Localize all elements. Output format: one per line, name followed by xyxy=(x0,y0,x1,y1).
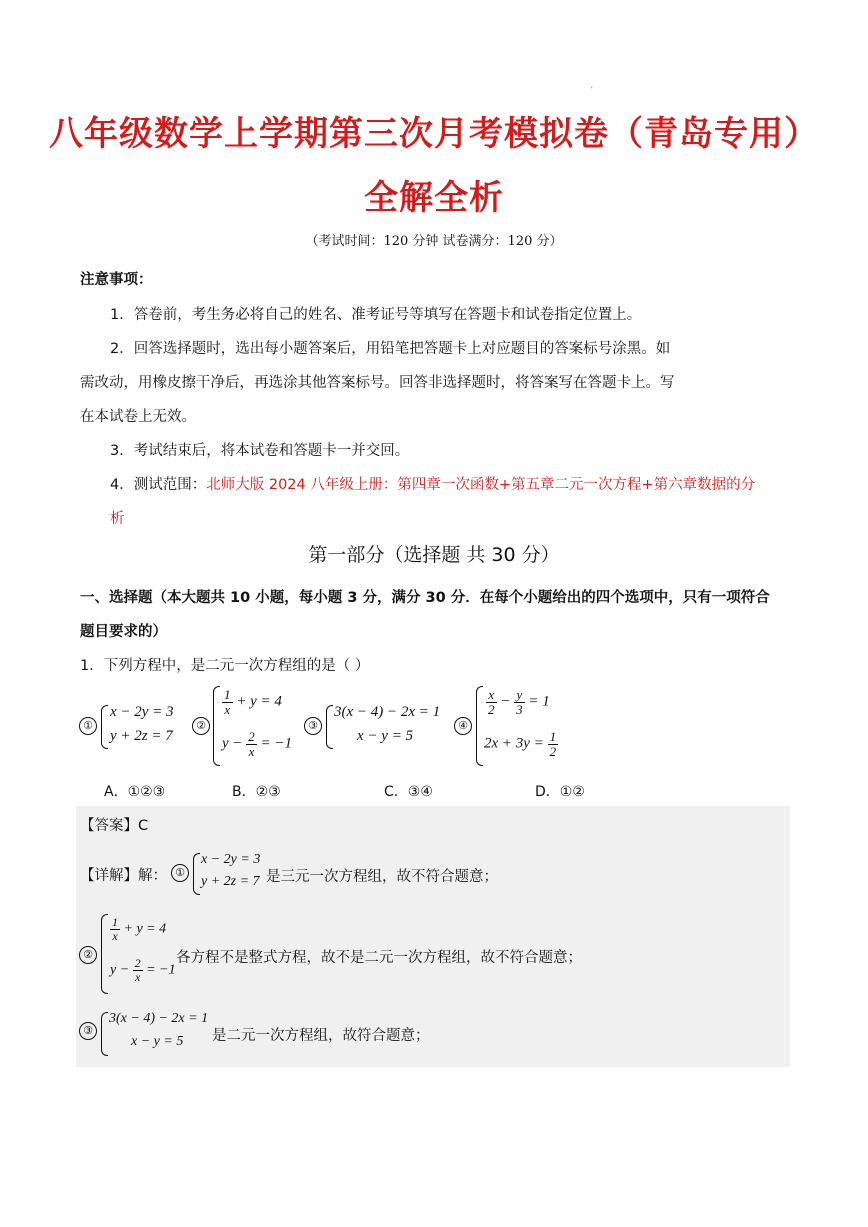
option-a: A．①②③ xyxy=(104,784,166,800)
detail-prefix: 【详解】解： xyxy=(80,868,167,884)
brace-3 xyxy=(326,705,333,749)
test-scope: 北师大版 2024 八年级上册：第四章一次函数+第五章二元一次方程+第六章数据的分 xyxy=(206,477,756,493)
detail-system2-eq2: y − $\frac{2}{x}$ = −1 xyxy=(110,956,176,984)
notes-item-3: 3．考试结束后，将本试卷和答题卡一并交回。 xyxy=(110,443,410,459)
answer-panel xyxy=(76,806,790,1067)
circle-4: ④ xyxy=(454,717,472,735)
option-d: D．①② xyxy=(535,784,585,800)
section-title: 第一部分（选择题 共 30 分） xyxy=(308,544,560,566)
detail-circle-2: ② xyxy=(79,946,97,964)
circle-1: ① xyxy=(79,717,97,735)
detail-circle-1: ① xyxy=(171,864,189,882)
system3-eq1: 3(x − 4) − 2x = 1 xyxy=(334,704,441,720)
page-subtitle-title: 全解全析 xyxy=(364,178,504,218)
section-desc: 一、选择题（本大题共 10 小题，每小题 3 分，满分 30 分．在每个小题给出的四个选项中，只有一项符合 xyxy=(80,590,770,606)
system4-eq2: 2x + 3y = $\frac{1}{2}$ xyxy=(484,729,557,759)
system1-eq2: y + 2z = 7 xyxy=(110,728,173,744)
answer-label: 【答案】C xyxy=(80,818,149,834)
detail-reason-3: 是二元一次方程组，故符合题意； xyxy=(212,1028,430,1044)
option-b: B．②③ xyxy=(232,784,281,800)
detail-circle-3: ③ xyxy=(79,1022,97,1040)
brace-2 xyxy=(213,686,220,766)
detail-brace-1 xyxy=(193,853,200,895)
notes-heading: 注意事项： xyxy=(80,272,153,288)
system2-eq1: $\frac{1}{x}$ + y = 4 xyxy=(224,687,282,717)
option-c: C．③④ xyxy=(384,784,433,800)
question-1-stem: 1．下列方程中，是二元一次方程组的是（ ） xyxy=(80,658,370,674)
notes-item-4-prefix: 4．测试范围： xyxy=(110,477,207,493)
detail-reason-1: 是三元一次方程组，故不符合题意； xyxy=(266,869,498,885)
section-desc-cont: 题目要求的） xyxy=(80,624,167,640)
detail-system1-eq2: y + 2z = 7 xyxy=(201,874,260,889)
brace-4 xyxy=(476,686,483,766)
circle-2: ② xyxy=(192,717,210,735)
notes-item-2c: 在本试卷上无效。 xyxy=(80,409,196,425)
notes-item-2a: 2．回答选择题时，选出每小题答案后，用铅笔把答题卡上对应题目的答案标号涂黑。如 xyxy=(110,341,671,357)
detail-brace-3 xyxy=(101,1012,108,1056)
notes-item-4 xyxy=(110,473,755,494)
detail-system3-eq1: 3(x − 4) − 2x = 1 xyxy=(109,1011,209,1026)
detail-brace-2 xyxy=(101,914,108,994)
system1-eq1: x − 2y = 3 xyxy=(110,704,174,720)
test-scope-cont: 析 xyxy=(110,511,125,527)
brace-1 xyxy=(101,705,108,749)
circle-3: ③ xyxy=(304,717,322,735)
detail-system2-eq1: $\frac{1}{x}$ + y = 4 xyxy=(112,915,167,943)
page-title: 八年级数学上学期第三次月考模拟卷（青岛专用） xyxy=(49,114,819,154)
notes-item-1: 1．答卷前，考生务必将自己的姓名、准考证号等填写在答题卡和试卷指定位置上。 xyxy=(110,307,642,323)
corner-mark: ' xyxy=(591,86,593,93)
notes-item-2b: 需改动，用橡皮擦干净后，再选涂其他答案标号。回答非选择题时，将答案写在答题卡上。写 xyxy=(80,375,675,391)
detail-system1-eq1: x − 2y = 3 xyxy=(201,852,261,867)
detail-system3-eq2: x − y = 5 xyxy=(131,1034,184,1049)
system2-eq2: y − $\frac{2}{x}$ = −1 xyxy=(222,729,293,759)
system3-eq2: x − y = 5 xyxy=(357,728,414,744)
exam-info: （考试时间：120 分钟 试卷满分：120 分） xyxy=(305,234,563,249)
detail-reason-2: 各方程不是整式方程，故不是二元一次方程组，故不符合题意； xyxy=(176,950,582,966)
system4-eq1: $\frac{x}{2}$ − $\frac{y}{3}$ = 1 xyxy=(488,687,550,717)
